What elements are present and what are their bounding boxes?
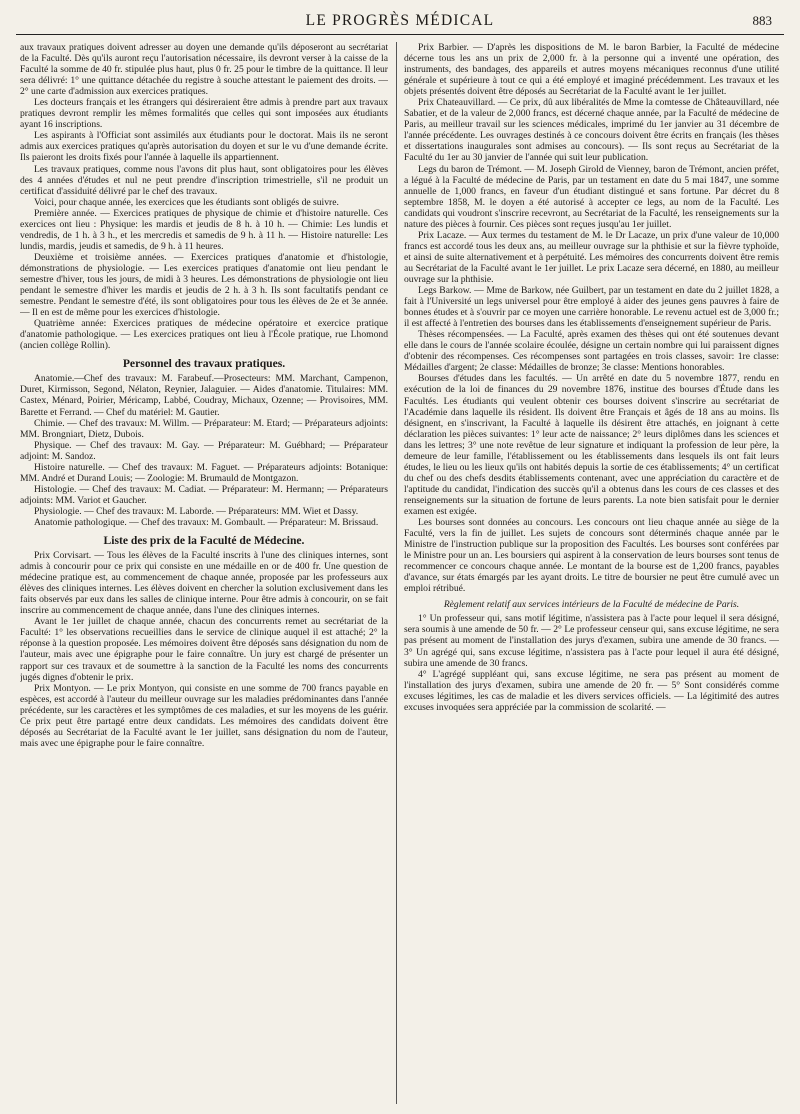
paragraph: Avant le 1er juillet de chaque année, chacun des concurrents remet au secrétariat de la Faculté: 1° les observations recueillies dans le service de clinique auquel il est attaché; 2° la réponse à la question proposée. Les mémoires doivent être déposés sans désignation du nom de l'auteur, mais avec une épigraphe pour le faire connaître. Un jury est chargé de présenter un rapport sur ces travaux et de soumettre à la sanction de la Faculté les noms des concurrents jugés dignes d'obtenir le prix. — [20, 616, 388, 683]
paragraph: Les travaux pratiques, comme nous l'avons dit plus haut, sont obligatoires pour les élèves des 4 années d'études et nul ne peut prendre d'inscription trimestrielle, s'il ne produit un certificat d'assiduité délivré par le chef des travaux. — [20, 163, 388, 197]
paragraph: Prix Chateauvillard. — Ce prix, dû aux libéralités de Mme la comtesse de Châteauvillard, née Sabatier, et de la valeur de 2,000 francs, est décerné chaque année, par la Faculté de médecine de Paris, au meilleur travail sur les sciences médicales, imprimé du 1er janvier au 31 décembre de l'année précédente. Les ouvrages destinés à ce concours doivent être écrits en français (les thèses et dissertations inaugurales sont admises au concours). — Ils sont reçus au Secrétariat de la Faculté du 1er au 30 janvier de l'année qui suit leur publication. — [404, 97, 779, 164]
paragraph: Legs du baron de Trémont. — M. Joseph Girold de Vienney, baron de Trémont, ancien préfet, a légué à la Faculté de médecine de Paris, par un testament en date du 5 mai 1847, une somme annuelle de 1,000 francs, en faveur d'un étudiant distingué et sans fortune. Par décret du 8 septembre 1858, M. le doyen a été autorisé à accepter ce legs, au nom de la Faculté. Les candidats qui voudront s'inscrire recevront, au Secrétariat de la Faculté, les renseignements sur la nature des pièces à fournir. Ces pièces sont reçues jusqu'au 1er juillet. — [404, 163, 779, 230]
staff-entry: Physique. — Chef des travaux: M. Gay. — Préparateur: M. Guébhard; — Préparateur adjoint: M. Sandoz. — [20, 439, 388, 462]
staff-entry: Histologie. — Chef des travaux: M. Cadiat. — Préparateur: M. Hermann; — Préparateurs adjoints: MM. Variot et Gaucher. — [20, 483, 388, 506]
header-rule — [16, 34, 784, 35]
section-heading: Personnel des travaux pratiques. — [122, 357, 286, 371]
staff-entry: Anatomie pathologique. — Chef des travaux: M. Gombault. — Préparateur: M. Brissaud. — [34, 516, 379, 528]
paragraph: Première année. — Exercices pratiques de physique de chimie et d'histoire naturelle. Ces exercices ont lieu : Physique: les mardis et jeudis de 8 h. à 10 h. — Chimie: Les lundis et vendredis, de 1 h. à 3 h., et les mercredis et samedis de 9 h. à 11 h. — Histoire naturelle: Les lundis, mardis, jeudis et samedis, de 9 h. à 11 heures. — [20, 207, 388, 252]
running-title: LE PROGRÈS MÉDICAL — [305, 12, 495, 29]
paragraph: Les bourses sont données au concours. Les concours ont lieu chaque année au siège de la Faculté, vers la fin de juillet. Les sujets de concours sont déterminés chaque année par le Ministre de l'instruction publique sur la proposition des Facultés. Les bourses sont conférées par le Ministre pour un an. Les boursiers qui aspirent à la conservation de leurs bourses sont tenus de recommencer ce concours chaque année. Le montant de la bourse est de 1,200 francs, payables d'avance, sur états émargés par les ayant droits. Le titre de boursier ne peut être cumulé avec un emploi rétribué. — [404, 517, 779, 595]
paragraph: Quatrième année: Exercices pratiques de médecine opératoire et exercice pratique d'anatomie pathologique. — Les exercices pratiques ont lieu à l'École pratique, rue Lhomond (ancien collège Rollin). — [20, 318, 388, 352]
staff-entry: Anatomie.—Chef des travaux: M. Farabeuf.—Prosecteurs: MM. Marchant, Campenon, Duret, Kirmisson, Segond, Nélaton, Reynier, Jalaguier. — Aides d'anatomie. Titulaires: MM. Castex, Ménard, Poirier, Méricamp, Labbé, Coudray, Michaux, Ozenne; — Provisoires, MM. Barette et Ferrand. — Chef du matériel: M. Gautier. — [20, 373, 388, 418]
paragraph: aux travaux pratiques doivent adresser au doyen une demande qu'ils déposeront au secrétariat de la Faculté. Dès qu'ils auront reçu l'autorisation nécessaire, ils devront verser à la caisse de la Faculté la somme de 40 fr. stipulée plus haut, plus 0 fr. 25 pour le timbre de la quittance. Il leur sera délivré: 1° une quittance détachée du registre à souche attestant le paiement des droits. — 2° une carte d'admission aux exercices pratiques. — [20, 42, 388, 98]
staff-entry: Physiologie. — Chef des travaux: M. Laborde. — Préparateurs: MM. Wiet et Dassy. — [34, 505, 359, 517]
right-column — [404, 42, 779, 1108]
paragraph: Prix Lacaze. — Aux termes du testament de M. le Dr Lacaze, un prix d'une valeur de 10,000 francs est accordé tous les deux ans, au meilleur ouvrage sur la phthisie et sur la fièvre typhoïde, et ainsi de suite alternativement et à perpétuité. Les mémoires des concurrents doivent être remis au Secrétariat de la Faculté avant le 1er juillet. Le prix Lacaze sera décerné, en 1880, au meilleur ouvrage sur la phthisie. — [404, 229, 779, 285]
staff-entry: Chimie. — Chef des travaux: M. Willm. — Préparateur: M. Etard; — Préparateurs adjoints: MM. Brongniart, Dietz, Dubois. — [20, 417, 388, 440]
paragraph: Les docteurs français et les étrangers qui désireraient être admis à prendre part aux travaux pratiques devront remplir les mêmes formalités que celles qui sont imposées aux étudiants ayant 16 inscriptions. — [20, 97, 388, 131]
column-divider — [396, 42, 397, 1104]
paragraph: Thèses récompensées. — La Faculté, après examen des thèses qui ont été soutenues devant elle dans le cours de l'année scolaire écoulée, désigne un certain nombre qui lui paraissent dignes d'obtenir des récompenses. Ces récompenses sont partagées en trois classes, savoir: 1re classe: Médailles d'argent; 2e classe: Médailles de bronze; 3e classe: Mentions honorables. — [404, 329, 779, 374]
paragraph: Deuxième et troisième années. — Exercices pratiques d'anatomie et d'histologie, démonstrations de physiologie. — Les exercices pratiques d'anatomie ont lieu pendant le semestre d'hiver, tous les jours, de midi à 3 heures. Les démonstrations de physiologie ont lieu pendant le semestre d'hiver les mardis et jeudis de 2 h. à 3 h. Ils sont facultatifs pendant ce semestre. Pendant le semestre d'été, ils sont obligatoires pour tous les élèves de 2e et 3e année. — Il en est de même pour les exercices d'histologie. — [20, 251, 388, 319]
page-number: 883 — [752, 13, 772, 28]
left-column — [20, 42, 388, 1108]
page-header — [16, 10, 784, 32]
paragraph: Prix Montyon. — Le prix Montyon, qui consiste en une somme de 700 francs payable en espèces, est accordé à l'auteur du meilleur ouvrage sur les maladies prédominantes dans l'année précédente, sur les caractères et les symptômes de ces maladies, et sur les moyens de les guérir. Ce prix peut être partagé entre deux candidats. Les mémoires des candidats doivent être déposés au Secrétariat de la Faculté avant le 1er juillet, sans désignation du nom de l'auteur, mais avec une épigraphe pour le faire connaître. — [20, 682, 388, 749]
section-heading: Liste des prix de la Faculté de Médecine. — [103, 534, 305, 548]
paragraph: Legs Barkow. — Mme de Barkow, née Guilbert, par un testament en date du 2 juillet 1828, a fait à l'Université un legs universel pour être employé à aider des jeunes gens pauvres à faire de bonnes études et à s'ouvrir par ce moyen une carrière honorable. Le revenu actuel est de 3,000 fr.; il est affecté à l'entretien des bourses dans les établissements d'enseignement supérieur de Paris. — [404, 285, 779, 330]
paragraph: Voici, pour chaque année, les exercices que les étudiants sont obligés de suivre. — [34, 196, 339, 208]
paragraph: 1° Un professeur qui, sans motif légitime, n'assistera pas à l'acte pour lequel il sera désigné, sera soumis à une amende de 50 fr. — 2° Le professeur censeur qui, sans excuse légitime, ne sera pas présent au moment de l'installation des jurys d'examen, subira une amende de 30 francs. — 3° Un agrégé qui, sans excuse légitime, n'assistera pas à l'acte pour lequel il aura été désigné, subira une amende de 30 francs. — [404, 613, 779, 669]
paragraph: Les aspirants à l'Officiat sont assimilés aux étudiants pour le doctorat. Mais ils ne seront admis aux exercices pratiques qu'après autorisation du doyen et sur le vu d'une demande écrite. Ils paieront les droits fixés pour l'année à laquelle ils appartiennent. — [20, 130, 388, 164]
paragraph: 4° L'agrégé suppléant qui, sans excuse légitime, ne sera pas présent au moment de l'installation des jurys d'examen, subira une amende de 20 fr. — 5° Sont considérés comme excuses légitimes, les cas de maladie et les divers services officiels. — La légitimité des autres excuses invoquées sera appréciée par la commission de scolarité. — — [404, 668, 779, 713]
paragraph: Prix Corvisart. — Tous les élèves de la Faculté inscrits à l'une des cliniques internes, sont admis à concourir pour ce prix qui consiste en une médaille en or de 400 fr. Une question de médecine pratique est, au commencement de chaque année, proposée par les professeurs aux élèves des cliniques internes. Les élèves doivent en chercher la solution exclusivement dans les faits observés par eux dans les salles de clinique interne. Pour être admis à concourir, on se fait inscrire au commencement de chaque année, dans l'une des cliniques internes. — [20, 550, 388, 617]
subsection-heading: Règlement relatif aux services intérieurs de la Faculté de médecine de Paris. — [443, 599, 740, 611]
paragraph: Bourses d'études dans les facultés. — Un arrêté en date du 5 novembre 1877, rendu en exécution de la loi de finances du 29 novembre 1876, institue des bourses d'Étude dans les Facultés. Les étudiants qui veulent obtenir ces bourses doivent s'inscrire au secrétariat de l'Académie dans laquelle ils résident. Ils doivent être Français et âgés de 18 ans au moins. Ils désignent, en s'inscrivant, la Faculté à laquelle ils désirent être attachés, en joignant à cette déclaration les pièces suivantes: 1° leur acte de naissance; 2° leurs diplômes dans les sciences et dans les lettres; 3° une note revêtue de leur signature et indiquant la profession de leur père, la demeure de leur famille, l'établissement ou les établissements dans lesquels ils ont fait leurs études, le lieu ou les lieux qu'ils ont habités depuis la sortie de ces établissements; 4° un certificat du chef ou des chefs desdits établissements contenant, avec une appréciation du caractère et de l'aptitude du candidat, l'indication des succès qu'il a obtenus dans les cours de ces classes et des renseignements sur la situation de fortune de leurs parents. La note bien satisfait pour le dernier examen est exigée. — [404, 373, 779, 517]
staff-entry: Histoire naturelle. — Chef des travaux: M. Faguet. — Préparateurs adjoints: Botanique: MM. André et Durand Louis; — Zoologie: M. Brumauld de Montgazon. — [20, 461, 388, 484]
paragraph: Prix Barbier. — D'après les dispositions de M. le baron Barbier, la Faculté de médecine décerne tous les ans un prix de 2,000 fr. à la personne qui a inventé une opération, des instruments, des bandages, des appareils et autres moyens mécaniques reconnus d'une utilité générale et supérieure à tout ce qui a été employé et imaginé précédemment. Les travaux et les objets présentés doivent être déposés au Secrétariat de la Faculté avant le 1er juillet. — [404, 42, 779, 98]
